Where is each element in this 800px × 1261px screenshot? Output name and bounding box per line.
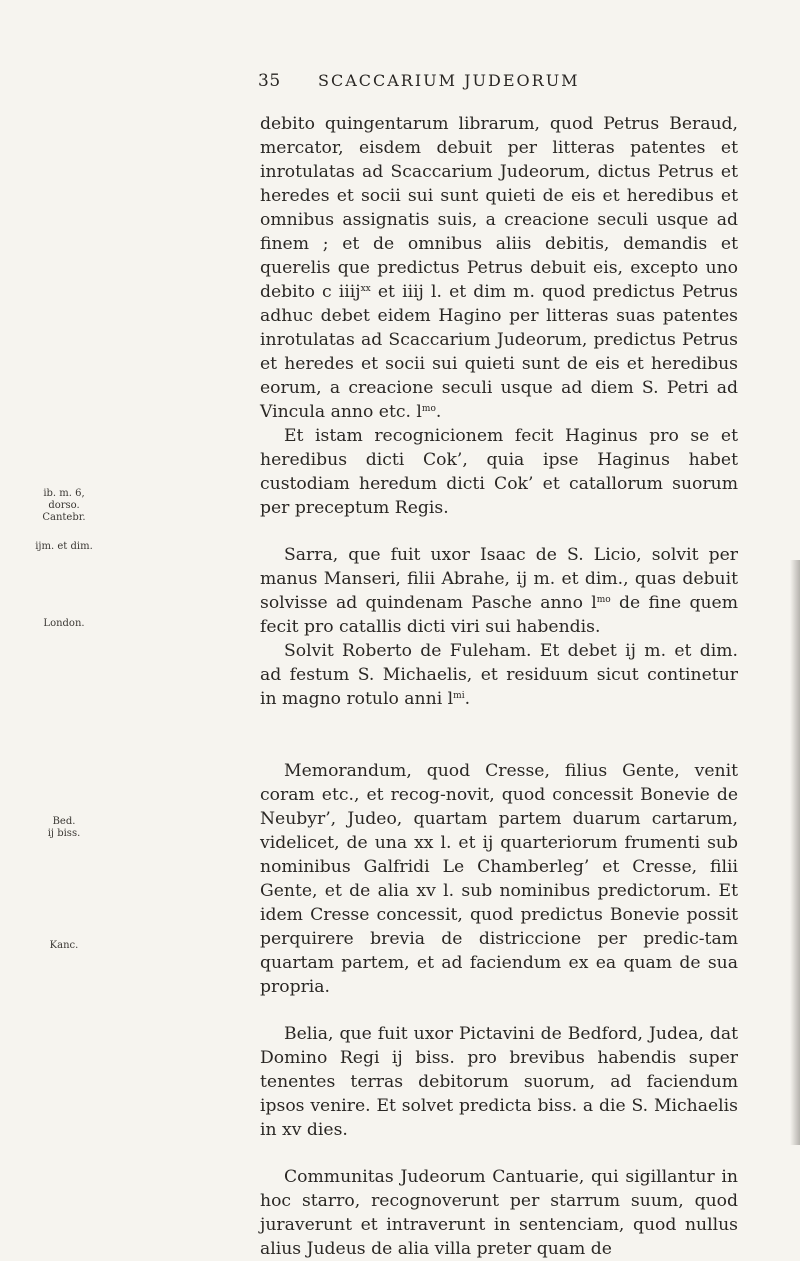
superscript: xx <box>360 284 371 294</box>
paragraph-belia <box>260 1022 738 1142</box>
margin-note-kanc <box>28 940 100 952</box>
page-header <box>0 71 800 95</box>
text-run: debito quingentarum librarum, quod Petrus Beraud, mercator, eisdem debuit per litteras patentes et inrotulatas ad Scaccarium Judeorum, dictus Petrus et heredes et socii sui sunt quieti de eis et heredibus et omnibus assignatis suis, a creacione seculi usque ad finem ; et de omnibus aliis debitis, demandis et querelis que predictus Petrus debuit eis, excepto uno debito c iiij <box>260 114 738 302</box>
text-run: . <box>435 402 442 422</box>
margin-note-line: ijm. et dim. <box>35 541 93 552</box>
margin-note-bed <box>28 816 100 840</box>
text-run: Belia, que fuit uxor Pictavini de Bedford, Judea, dat Domino Regi ij biss. pro brevibus habendis super tenentes terras debitorum suorum, ad faciendum ipsos venire. Et solvet predicta biss. a die S. Michaelis in xv dies. <box>260 1024 738 1140</box>
running-head: SCACCARIUM JUDEORUM <box>318 71 580 90</box>
text-run: . <box>464 689 471 709</box>
margin-note-line: Cantebr. <box>42 512 86 523</box>
margin-note-ijm-dim <box>28 541 100 553</box>
paragraph-sarra <box>260 543 738 639</box>
margin-note-line: ib. m. 6, <box>43 488 85 499</box>
text-run: Solvit Roberto de Fuleham. Et debet ij m. et dim. ad festum S. Michaelis, et residuum sicut continetur in magno rotulo anni l <box>260 641 738 709</box>
body-text <box>260 112 738 1261</box>
paragraph-fuleham <box>260 639 738 711</box>
superscript: mi <box>453 691 465 701</box>
text-run: Sarra, que fuit uxor Isaac de S. Licio, solvit per manus Manseri, filii Abrahe, ij m. et dim., quas debuit solvisse ad quindenam Pasche anno l <box>260 545 738 613</box>
paragraph-communitas <box>260 1165 738 1261</box>
margin-note-line: Kanc. <box>49 940 79 951</box>
page-edge-shadow <box>790 560 800 1145</box>
text-run: Communitas Judeorum Cantuarie, qui sigillantur in hoc starro, recognoverunt per starrum suum, quod juraverunt et intraverunt in sentenciam, quod nullus alius Judeus de alia villa preter quam de <box>260 1167 738 1259</box>
page-number: 35 <box>258 71 281 91</box>
paragraph-memorandum <box>260 759 738 999</box>
superscript: mo <box>596 595 611 605</box>
text-run: Et istam recognicionem fecit Haginus pro se et heredibus dicti Cok’, quia ipse Haginus habet custodiam heredum dicti Cok’ et catallorum suorum per preceptum Regis. <box>260 426 738 518</box>
margin-note-cantebr <box>28 488 100 524</box>
text-run: et iiij l. et dim m. quod predictus Petrus adhuc debet eidem Hagino per litteras suas patentes inrotulatas ad Scaccarium Judeorum, predictus Petrus et heredes et socii sui quieti sunt de eis et heredibus eorum, a creacione seculi usque ad diem S. Petri ad Vincula anno etc. l <box>260 282 738 422</box>
paragraph-recognicionem <box>260 424 738 520</box>
margin-note-london <box>28 618 100 630</box>
margin-note-line: dorso. <box>48 500 80 511</box>
superscript: mo <box>421 404 436 414</box>
text-run: Memorandum, quod Cresse, filius Gente, venit coram etc., et recog-novit, quod concessit Bonevie de Neubyr’, Judeo, quartam partem duarum cartarum, videlicet, de una xx l. et ij quarteriorum frumenti sub nominibus Galfridi Le Chamberleg’ et Cresse, filii Gente, et de alia xv l. sub nominibus predictorum. Et idem Cresse concessit, quod predictus Bonevie possit perquirere brevia de districcione per predic-tam quartam partem, et ad faciendum ex ea quam de sua propria. <box>260 761 738 997</box>
paragraph-petrus-beraud <box>260 112 738 424</box>
margin-note-line: ij biss. <box>47 828 81 839</box>
margin-note-line: Bed. <box>52 816 76 827</box>
text-run: de fine quem fecit pro catallis dicti viri sui habendis. <box>260 593 739 637</box>
margin-note-line: London. <box>43 618 85 629</box>
